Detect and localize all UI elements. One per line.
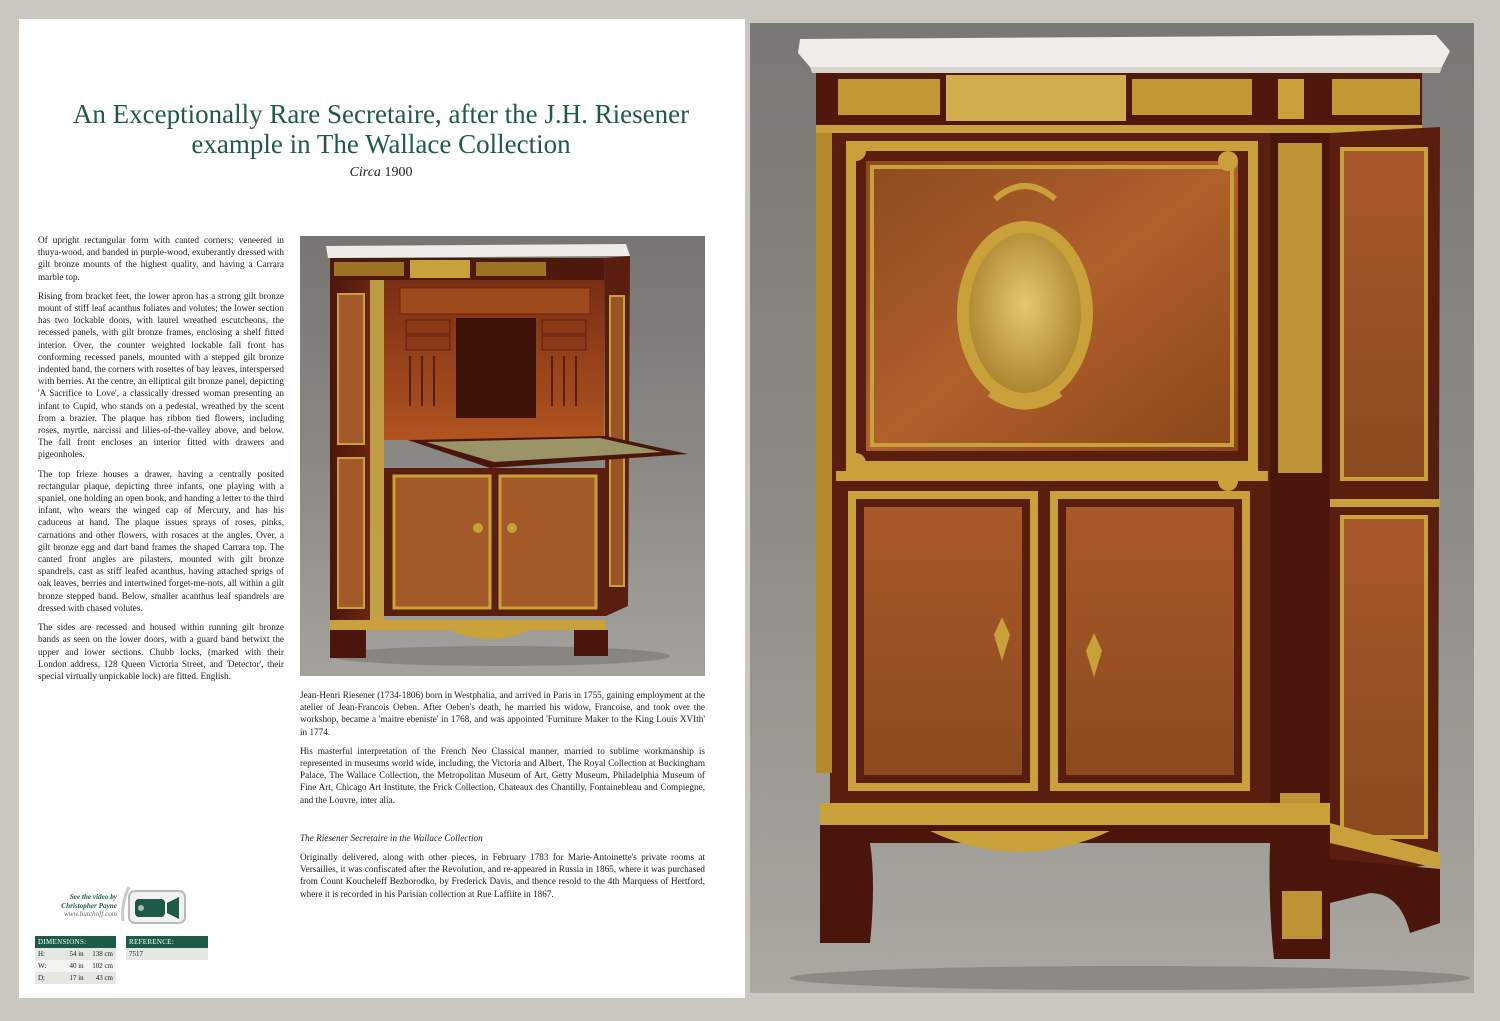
dim-label: D: xyxy=(38,974,45,982)
description-paragraph: Rising from bracket feet, the lower apron has a strong gilt bronze mount of stiff leaf acanthus foliates and volutes; the lower section has two lockable doors, with laurel wreathed escutcheons, the recessed panels, with gilt bronze frames, enclosing a shelf fitted interior. Over, the counter weighted lockable fall front has conforming recessed panels, mounted with a stepped gilt bronze indented band, the corners with rosettes of bay leaves, interspersed with berries. At the centre, an elliptical gilt bronze panel, depicting 'A Sacrifice to Love', a classically dressed woman presenting an infant to Cupid, who stands on a pedestal, wreathed by the scent from a brazier. The plaque has ribbon tied flowers, including roses, myrtle, narcissi and lilies-of-the-valley above, and below. The fall front encloses an interior fitted with drawers and pigeonholes. xyxy=(38,290,284,460)
history-paragraph: Jean-Henri Riesener (1734-1806) born in Westphalia, and arrived in Paris in 1755, gaining employment at the atelier of Jean-Francois Oeben. After Oeben's death, he married his widow, Francoise, and took over the workshop, became a 'maitre ebeniste' in 1768, and was appointed 'Furniture Maker to the King Louis XVIth' in 1774. xyxy=(300,690,705,737)
history-column xyxy=(300,689,705,907)
page-title: An Exceptionally Rare Secretaire, after the J.H. Riesener example in The Wallace Collection xyxy=(72,99,690,159)
left-page xyxy=(19,19,745,998)
description-paragraph: The top frieze houses a drawer, having a centrally posited rectangular plaque, depicting three infants, one playing with a spaniel, one holding an open book, and handing a letter to the third infant, who wears the winged cap of Mercury, and has his caduceus at hand. The plaque issues sprays of roses, pinks, carnations and other flowers, with rosaces at the angles. Over, a gilt bronze egg and dart band frames the shaped Carrara top. The canted front angles are pilasters, mounted with gilt bronze spandrels, cast as stiff leafed acanthus, having attached sprigs of oak leaves, berries and intertwined forget-me-nots, all within a gilt bronze stepped band. Below, smaller acanthus leaf spandrels are dressed with chased volutes. xyxy=(38,468,284,613)
dim-cm: 43 cm xyxy=(95,974,113,982)
dim-label: W: xyxy=(38,962,47,970)
open-secretaire-photo xyxy=(300,236,705,676)
dim-cm: 138 cm xyxy=(92,950,113,958)
collection-caption: The Riesener Secretaire in the Wallace Collection xyxy=(300,832,483,843)
video-line-2: Christopher Payne xyxy=(61,901,117,910)
dim-label: H: xyxy=(38,950,45,958)
description-paragraph: Of upright rectangular form with canted corners; veneered in thuya-wood, and banded in purple-wood, exuberantly dressed with gilt bronze mounts of the highest quality, and having a Carrara marble top. xyxy=(38,235,284,282)
dimensions-table xyxy=(35,936,208,984)
circa-year: 1900 xyxy=(384,165,413,180)
dimensions-header: DIMENSIONS: xyxy=(35,936,116,948)
video-url: www.butchoff.com xyxy=(64,910,117,918)
open-secretaire-illustration xyxy=(300,236,705,676)
video-link[interactable] xyxy=(37,881,197,931)
reference-value: 7517 xyxy=(129,950,143,958)
provenance-paragraph: Originally delivered, along with other pieces, in February 1783 for Marie-Antoinette's private rooms at Versailles, it was confiscated after the Revolution, and re-appeared in Russia in 1865, where it was purchased from Count Koucheleff Bezborodko, by Frederick Davis, and thence resold to the 4th Marquess of Hertford, where it is recorded in his Parisian collection at Rue Laffiite in 1867. xyxy=(300,852,705,899)
description-column xyxy=(38,234,284,689)
dim-inches: 40 in xyxy=(69,962,84,970)
closed-secretaire-illustration xyxy=(750,23,1474,993)
dim-inches: 54 in xyxy=(69,950,84,958)
video-credit xyxy=(37,893,117,919)
reference-header: REFERENCE: xyxy=(126,936,208,948)
description-paragraph: The sides are recessed and housed within running gilt bronze bands as seen on the lower doors, with a guard band betwixt the upper and lower sections. Chubb locks, (marked with their London address, 128 Queen Victoria Street, and 'Detector', their special virtually unpickable lock) are fitted. English. xyxy=(38,622,284,681)
video-camera-icon[interactable] xyxy=(119,881,189,927)
closed-secretaire-photo xyxy=(750,23,1474,993)
video-line-1: See the video by xyxy=(69,893,117,901)
dim-cm: 102 cm xyxy=(92,962,113,970)
circa-label: Circa xyxy=(349,165,381,180)
history-paragraph: His masterful interpretation of the French Neo Classical manner, married to sublime workmanship is represented in museums world wide, including, the Victoria and Albert, The Royal Collection at Buckingham Palace, The Wallace Collection, the Metropolitan Museum of Art, Getty Museum, Philadelphia Museum of Fine Art, Chicago Art Institute, the Frick Collection, Chateaux des Chantilly, Fontainebleau and Compiegne, and the Louvre, inter alia. xyxy=(300,745,705,805)
right-page xyxy=(750,23,1474,993)
circa-date xyxy=(41,165,721,181)
dim-inches: 17 in xyxy=(69,974,84,982)
